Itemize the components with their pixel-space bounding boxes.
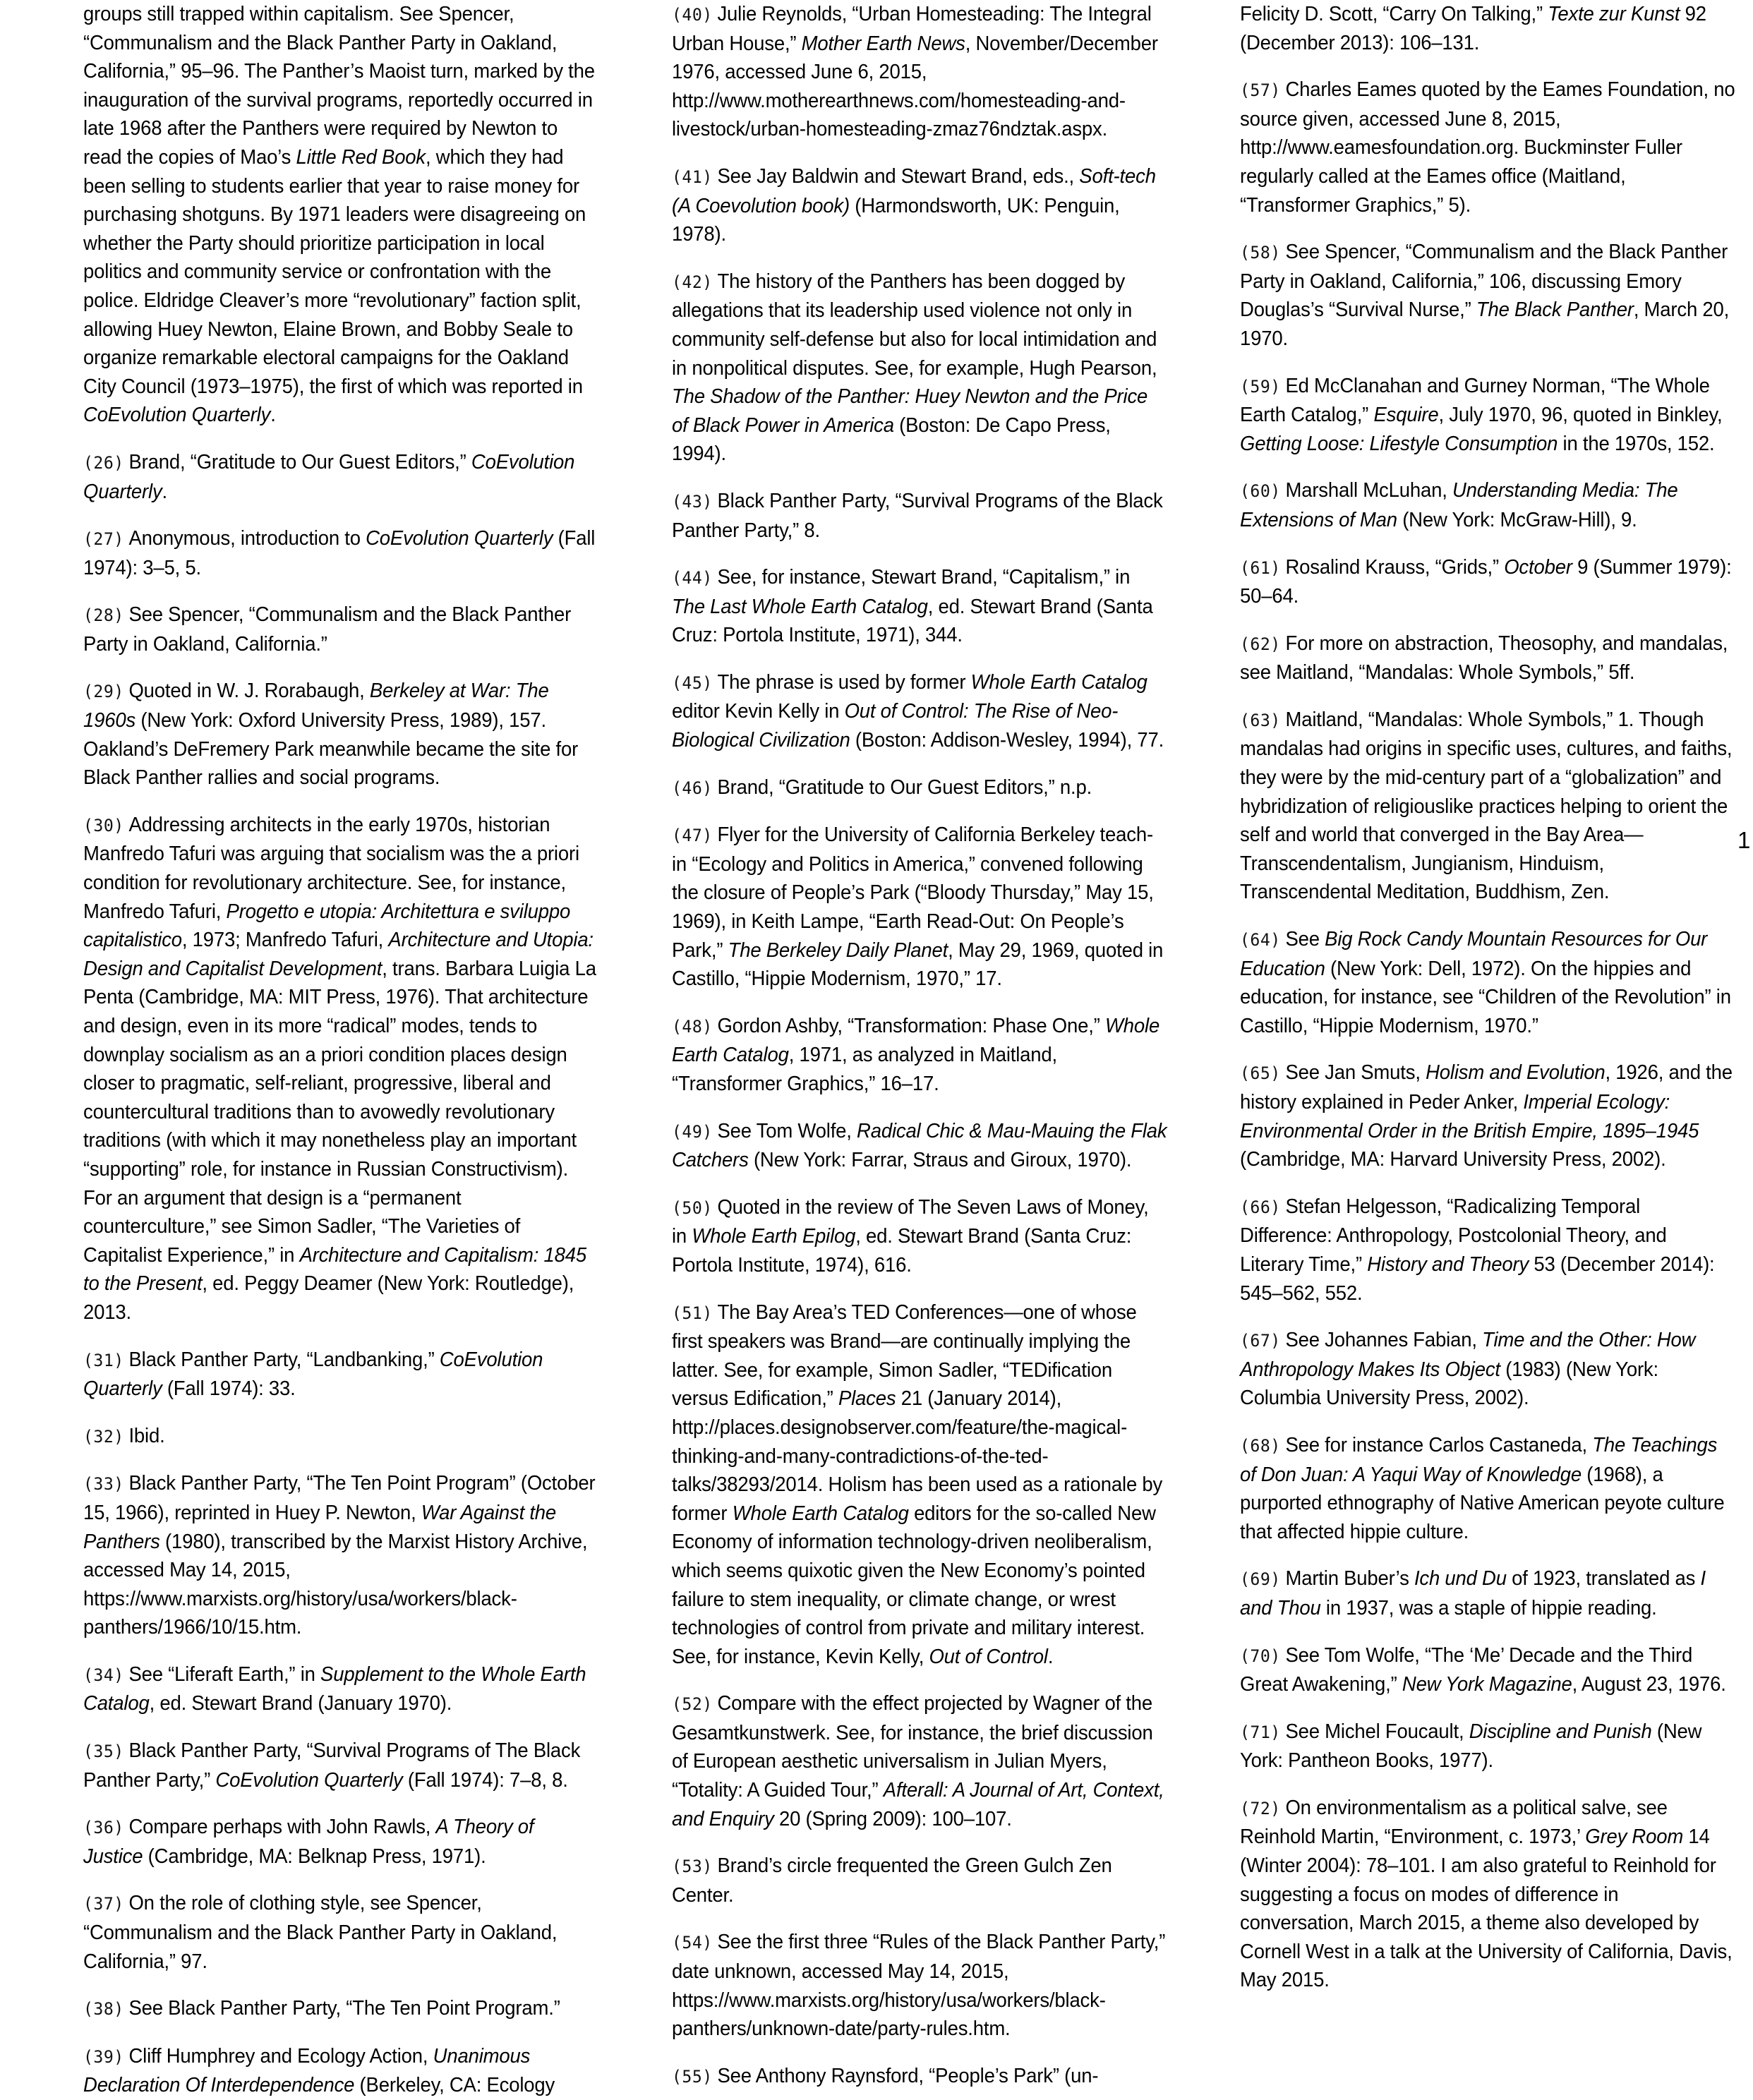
text-run: Stefan Helgesson, “Radicalizing Temporal Difference: Anthropology, Postcolonial Theory, and Literary Time,” (1239, 1195, 1667, 1276)
endnote-text (672, 1196, 1149, 1277)
text-run: Compare perhaps with John Rawls, (128, 1816, 436, 1839)
italic-title: Whole Earth Catalog (732, 1502, 909, 1525)
endnote-33 (83, 1469, 598, 1642)
endnote-number: (52) (671, 1694, 713, 1715)
text-run: in 1937, was a staple of hippie reading. (1320, 1596, 1657, 1619)
page-number: 1 (1737, 828, 1751, 852)
text-run: On environmentalism as a political salve, see Reinhold Martin, “Environment, c. 1973,’ (1239, 1796, 1668, 1849)
text-run: Felicity D. Scott, “Carry On Talking,” (1239, 3, 1548, 25)
endnote-29 (83, 677, 598, 792)
text-run: Cliff Humphrey and Ecology Action, (128, 2044, 433, 2068)
endnote-40 (672, 0, 1167, 144)
italic-title: Mother Earth News (801, 32, 965, 55)
endnote-number: (62) (1239, 634, 1281, 654)
text-run: (Cambridge, MA: Harvard University Press, 2002). (1239, 1148, 1666, 1171)
text-run: , ed. Stewart Brand (January 1970). (149, 1692, 452, 1715)
text-run: “Communalism and the Black Panther Party in Oakland, California,” 95–96. The Panther’s Maoist turn, marked by the inauguration of the survival programs, reportedly occurred in late 1968 after the Panthers were required by Newton to read the copies of Mao’s (83, 31, 595, 169)
endnote-text (83, 1472, 595, 1639)
italic-title: The Black Panther (1476, 298, 1634, 322)
italic-title: The Shadow of the Panther: Huey Newton and the Price of Black Power in America (671, 385, 1147, 437)
text-run: (New York: Oxford University Press, 1989), 157. Oakland’s DeFremery Park meanwhile became the site for Black Panther rallies and social programs. (83, 709, 579, 790)
text-run: , May 29, 1969, quoted in Castillo, “Hippie Modernism, 1970,” 17. (671, 939, 1163, 991)
endnote-text (1240, 241, 1729, 350)
text-run: On the role of clothing style, see Spencer, “Communalism and the Black Panther Party in Oakland, California,” 97. (83, 1892, 558, 1973)
text-run: Black Panther Party, “Survival Programs of The Black Panther Party,” (83, 1739, 581, 1792)
endnote-number: (71) (1239, 1722, 1281, 1742)
endnote-34 (83, 1660, 598, 1718)
endnote-27 (83, 524, 598, 582)
endnote-number: (54) (671, 1933, 713, 1953)
text-run: , ed. Peggy Deamer (New York: Routledge), 2013. (83, 1272, 574, 1324)
text-run: Ed McClanahan and Gurney Norman, “The Whole Earth Catalog,” (1239, 374, 1710, 427)
text-run: See (1285, 928, 1325, 951)
text-run: (New York: Farrar, Straus and Giroux, 1970). (748, 1149, 1132, 1172)
text-run: (Berkeley, CA: Ecology (354, 2074, 555, 2097)
endnote-number: (69) (1239, 1569, 1281, 1590)
text-run: Addressing architects in the early 1970s, historian Manfredo Tafuri was arguing that socialism was the a priori condition for revolutionary architecture. See, for instance, Manfredo Tafuri, (83, 813, 579, 923)
italic-title: Out of Control (929, 1645, 1048, 1668)
italic-title: The Last Whole Earth Catalog (671, 595, 928, 618)
endnote-text (672, 1301, 1162, 1668)
italic-title: The Berkeley Daily Planet (728, 939, 948, 962)
endnote-36 (83, 1813, 598, 1871)
endnote-26 (83, 448, 598, 506)
text-run: Rosalind Krauss, “Grids,” (1285, 555, 1505, 579)
endnote-46 (672, 773, 1167, 803)
text-run: . (162, 480, 168, 503)
endnote-28 (83, 601, 598, 658)
text-run: See for instance Carlos Castaneda, (1285, 1433, 1593, 1456)
italic-title: I and Thou (1239, 1567, 1706, 1619)
text-run: , trans. Barbara Luigia La Penta (Cambridge, MA: MIT Press, 1976). That architecture and design, even in its more “radical” modes, tends to downplay socialism as an a priori condition places design closer to pragmatic, self-reliant, progressive, liberal and countercultural traditions than to avowedly revolutionary traditions (with which it may nonetheless play an important “supporting” role, for instance in Russian Constructivism). For an argument that design is a “permanent counterculture,” see Simon Sadler, “The Varieties of Capitalist Experience,” in (83, 957, 596, 1267)
endnote-number: (49) (671, 1121, 713, 1142)
endnote-text (83, 603, 571, 656)
endnote-number: (48) (671, 1016, 713, 1037)
endnote-text (83, 680, 578, 789)
endnote-30 (83, 811, 598, 1327)
text-run: , ed. Stewart Brand (Santa Cruz: Portola Institute, 1974), 616. (671, 1225, 1131, 1277)
italic-title: Little Red Book (296, 145, 426, 169)
text-run: (New York: Pantheon Books, 1977). (1239, 1720, 1702, 1773)
endnote-text (1240, 479, 1678, 531)
endnote-text (672, 1015, 1159, 1095)
italic-title: New York Magazine (1402, 1673, 1572, 1696)
italic-title: Berkeley at War: The 1960s (83, 680, 549, 732)
endnote-number: (42) (671, 272, 713, 292)
italic-title: Places (838, 1387, 896, 1411)
italic-title: Big Rock Candy Mountain Resources for Our Education (1239, 928, 1708, 980)
endnote-60 (1240, 476, 1735, 534)
text-run: (1980), transcribed by the Marxist History Archive, accessed May 14, 2015, https://www.marxists.org/history/usa/workers/black-panthers/1966/10/15.htm. (83, 1530, 588, 1639)
endnote-text (672, 1854, 1112, 1907)
endnote-number: (36) (83, 1818, 124, 1838)
endnote-text (1240, 1195, 1715, 1305)
text-run: See, for instance, Stewart Brand, “Capitalism,” in (717, 566, 1131, 589)
text-run: Gordon Ashby, “Transformation: Phase One,” (717, 1014, 1105, 1037)
endnote-number: (31) (83, 1350, 124, 1370)
endnote-50 (672, 1193, 1167, 1280)
text-run: Black Panther Party, “Landbanking,” (128, 1348, 440, 1371)
endnote-number: (58) (1239, 243, 1281, 263)
text-run: 9 (Summer 1979): 50–64. (1239, 555, 1732, 608)
endnote-48 (672, 1012, 1167, 1099)
endnote-69 (1240, 1564, 1735, 1622)
endnote-number: (46) (671, 778, 713, 798)
endnote-37 (83, 1889, 598, 1976)
text-run: (1968), a purported ethnography of Native American peyote culture that affected hippie culture. (1239, 1463, 1725, 1543)
italic-title: Whole Earth Catalog (671, 1014, 1159, 1067)
text-run: See Michel Foucault, (1285, 1720, 1469, 1743)
endnote-number: (65) (1239, 1063, 1281, 1084)
endnote-text (1240, 556, 1732, 608)
endnote-number: (38) (83, 1999, 124, 2020)
endnote-41 (672, 162, 1167, 249)
endnote-text (1240, 1567, 1706, 1619)
endnote-31 (83, 1346, 598, 1404)
endnote-number: (40) (671, 5, 713, 25)
endnote-54 (672, 1928, 1167, 2043)
endnote-continuation (1240, 0, 1735, 57)
text-run: , which they had been selling to students earlier that year to raise money for purchasing shotguns. By 1971 leaders were disagreeing on whether the Party should prioritize participation in local politics and community service or confrontation with the police. Eldridge Cleaver’s more “revolutionary” faction split, allowing Huey Newton, Elaine Brown, and Bobby Seale to organize remarkable electoral campaigns for the Oakland City Council (1973–1975), the first of which was reported in (83, 145, 586, 398)
text-run: (Fall 1974): 3–5, 5. (83, 527, 596, 579)
endnote-62 (1240, 629, 1735, 687)
text-run: editor Kevin Kelly in (671, 700, 845, 723)
endnote-text (83, 1348, 543, 1401)
endnote-text (717, 2065, 1098, 2087)
endnote-35 (83, 1737, 598, 1794)
text-run: , August 23, 1976. (1572, 1673, 1726, 1696)
italic-title: Esquire (1373, 404, 1439, 427)
endnote-number: (68) (1239, 1435, 1281, 1456)
endnote-number: (50) (671, 1197, 713, 1218)
text-run: , November/December 1976, accessed June 6, 2015, http://www.motherearthnews.com/homesteading-and-livestock/urban-homesteading-zmaz76ndztak.aspx. (671, 32, 1158, 141)
text-run: , March 20, 1970. (1239, 298, 1729, 350)
text-run: See the first three “Rules of the Black Panther Party,” date unknown, accessed May 14, 2015, https://www.marxists.org/history/usa/workers/black-panthers/unknown-date/party-rules.htm. (671, 1931, 1166, 2041)
endnote-text (83, 1892, 557, 1972)
endnote-number: (33) (83, 1474, 124, 1495)
text-run: See Anthony Raynsford, “People’s Park” (un- (717, 2064, 1099, 2087)
italic-title: Imperial Ecology: Environmental Order in the British Empire, 1895–1945 (1239, 1091, 1699, 1142)
italic-title: Grey Room (1585, 1826, 1683, 1849)
italic-title: CoEvolution Quarterly (366, 527, 553, 550)
text-run: Flyer for the University of California Berkeley teach-in “Ecology and Politics in America,” convened following the closure of People’s Park (“Bloody Thursday,” May 15, 1969), in Keith Lampe, “Earth Read-Out: On People’s Park,” (671, 823, 1154, 962)
endnote-text (1240, 1061, 1733, 1171)
text-run: (New York: McGraw-Hill), 9. (1397, 508, 1637, 531)
endnote-number: (61) (1239, 557, 1281, 578)
endnote-number: (51) (671, 1303, 713, 1323)
text-run: , July 1970, 96, quoted in Binkley, (1438, 404, 1723, 427)
endnote-text (672, 165, 1156, 246)
italic-title: October (1504, 555, 1572, 579)
italic-title: Progetto e utopia: Architettura e sviluppo capitalistico (83, 900, 571, 952)
text-run: Brand, “Gratitude to Our Guest Editors,” (128, 450, 471, 473)
text-run: The phrase is used by former (717, 670, 971, 694)
text-run: Brand’s circle frequented the Green Gulch Zen Center. (671, 1854, 1112, 1907)
endnote-text (83, 3, 595, 426)
text-run: Anonymous, introduction to (128, 527, 366, 550)
endnote-text (1240, 78, 1735, 216)
endnote-number: (44) (671, 568, 713, 589)
endnote-text (1240, 708, 1732, 904)
endnote-67 (1240, 1326, 1735, 1413)
endnote-text (1240, 1797, 1733, 1992)
text-run: 20 (Spring 2009): 100–107. (773, 1807, 1012, 1830)
endnote-32 (83, 1422, 598, 1452)
text-run: The Bay Area’s TED Conferences—one of whose first speakers was Brand—are continually implying the latter. See, for example, Simon Sadler, “TEDification versus Edification,” (671, 1301, 1137, 1411)
italic-title: Time and the Other: How Anthropology Makes Its Object (1239, 1329, 1696, 1381)
endnote-text (1240, 1720, 1701, 1773)
endnote-text (128, 1997, 560, 2020)
text-run: Martin Buber’s (1285, 1567, 1414, 1591)
endnote-number: (30) (83, 815, 124, 835)
text-run: 14 (Winter 2004): 78–101. I am also grateful to Reinhold for suggesting a focus on modes of difference in conversation, March 2015, a theme also developed by Cornell West in a talk at the University of California, Davis, May 2015. (1239, 1826, 1733, 1992)
italic-title: Out of Control: The Rise of Neo-Biological Civilization (671, 700, 1119, 752)
endnote-42 (672, 267, 1167, 469)
endnote-72 (1240, 1794, 1735, 1995)
text-run: Compare with the effect projected by Wagner of the Gesamtkunstwerk. See, for instance, the brief discussion of European aesthetic universalism in Julian Myers, “Totality: A Guided Tour,” (671, 1692, 1153, 1802)
endnote-68 (1240, 1431, 1735, 1546)
endnote-number: (66) (1239, 1197, 1281, 1217)
endnote-number: (35) (83, 1742, 124, 1762)
text-run: (1983) (New York: Columbia University Press, 2002). (1239, 1358, 1658, 1410)
italic-title: Understanding Media: The Extensions of Man (1239, 479, 1678, 531)
endnote-text (672, 566, 1153, 646)
endnote-number: (57) (1239, 80, 1281, 101)
endnote-text (1240, 632, 1728, 684)
text-run: The history of the Panthers has been dogged by allegations that its leadership used violence not only in community self-defense but also for local intimidation and in nonpolitical disputes. See, for example, Hugh Pearson, (671, 270, 1157, 380)
endnote-number: (55) (671, 2066, 713, 2087)
text-run: Black Panther Party, “Survival Programs of the Black Panther Party,” 8. (671, 489, 1163, 542)
italic-title: CoEvolution Quarterly (83, 450, 575, 503)
endnote-64 (1240, 925, 1735, 1040)
endnote-number: (53) (671, 1857, 713, 1877)
text-run: . (270, 404, 276, 427)
endnote-59 (1240, 372, 1735, 459)
text-run: Maitland, “Mandalas: Whole Symbols,” 1. Though mandalas had origins in specific uses, cultures, and faiths, they were by the mid-century part of a “globalization” and hybridization of religiouslike practices helping to orient the self and world that converged in the Bay Area—Transcendentalism, Jungianism, Hinduism, Transcendental Meditation, Buddhism, Zen. (1239, 708, 1733, 904)
endnote-text (672, 270, 1157, 466)
italic-title: Getting Loose: Lifestyle Consumption (1239, 432, 1558, 455)
text-run: in the 1970s, 152. (1558, 432, 1715, 455)
text-run: , ed. Stewart Brand (Santa Cruz: Portola Institute, 1971), 344. (671, 595, 1153, 647)
endnote-57 (1240, 76, 1735, 219)
text-run: See Spencer, “Communalism and the Black Panther Party in Oakland, California,” 106, discussing Emory Douglas’s “Survival Nurse,” (1239, 241, 1728, 322)
text-run: groups still trapped within capitalism. See Spencer, (83, 3, 514, 25)
italic-title: CoEvolution Quarterly (83, 404, 271, 427)
endnote-text (83, 1663, 586, 1715)
endnote-number: (26) (83, 452, 124, 473)
endnote-number: (28) (83, 605, 124, 626)
text-run: See Spencer, “Communalism and the Black Panther Party in Oakland, California.” (83, 603, 572, 656)
endnote-text (1240, 1329, 1695, 1409)
italic-title: Supplement to the Whole Earth Catalog (83, 1662, 586, 1715)
endnote-text (672, 1120, 1167, 1172)
text-run: See Johannes Fabian, (1285, 1329, 1482, 1352)
text-run: Black Panther Party, “The Ten Point Program” (October 15, 1966), reprinted in Huey P. Newton, (83, 1472, 596, 1524)
endnote-55 (672, 2062, 1167, 2092)
endnote-text (1240, 1434, 1724, 1543)
text-run: 53 (December 2014): 545–562, 552. (1239, 1253, 1715, 1305)
endnote-number: (34) (83, 1665, 124, 1685)
notes-column-2 (672, 0, 1185, 2091)
text-run: (New York: Dell, 1972). On the hippies and education, for instance, see “Children of the Revolution” in Castillo, “Hippie Modernism, 1970.” (1239, 957, 1731, 1037)
endnote-text (83, 1816, 534, 1868)
endnote-58 (1240, 238, 1735, 353)
endnote-text (1240, 3, 1706, 54)
endnote-text (83, 1739, 580, 1792)
endnote-number: (67) (1239, 1331, 1281, 1351)
endnote-45 (672, 668, 1167, 755)
endnote-number: (70) (1239, 1646, 1281, 1666)
endnote-text (1240, 928, 1731, 1037)
text-run: Charles Eames quoted by the Eames Foundation, no source given, accessed June 8, 2015, http://www.eamesfoundation.org. Buckminster Fuller regularly called at the Eames office (Maitland, “Transformer Graphics,” 5). (1239, 78, 1735, 217)
endnote-number: (43) (671, 491, 713, 512)
endnote-65 (1240, 1058, 1735, 1173)
endnote-text (83, 2045, 555, 2097)
text-run: 92 (December 2013): 106–131. (1239, 3, 1706, 54)
text-run: (Fall 1974): 33. (162, 1377, 296, 1401)
italic-title: Soft-tech (A Coevolution book) (671, 164, 1156, 217)
text-run: (Boston: De Capo Press, 1994). (671, 414, 1111, 466)
text-run: (Harmondsworth, UK: Penguin, 1978). (671, 194, 1120, 246)
endnote-text (1240, 375, 1722, 455)
text-run: See “Liferaft Earth,” in (128, 1662, 321, 1686)
endnote-71 (1240, 1718, 1735, 1775)
text-run: For more on abstraction, Theosophy, and mandalas, see Maitland, “Mandalas: Whole Symbols,” 5ff. (1239, 632, 1728, 684)
italic-title: The Teachings of Don Juan: A Yaqui Way of Knowledge (1239, 1433, 1718, 1486)
endnote-70 (1240, 1641, 1735, 1699)
endnote-number: (32) (83, 1426, 124, 1447)
text-run: (Boston: Addison-Wesley, 1994), 77. (850, 729, 1164, 752)
endnote-51 (672, 1298, 1167, 1672)
text-run: 21 (January 2014), http://places.designobserver.com/feature/the-magical-thinking-and-many-contradictions-of-the-ted-talks/38293/2014. Holism has been used as a rationale by former (671, 1387, 1162, 1525)
endnote-39 (83, 2042, 598, 2100)
endnote-continuation (83, 0, 598, 430)
endnote-number: (29) (83, 682, 124, 702)
text-run: Quoted in W. J. Rorabaugh, (128, 680, 370, 703)
text-run: , 1973; Manfredo Tafuri, (181, 929, 389, 952)
endnote-text (83, 527, 595, 579)
endnote-63 (1240, 706, 1735, 907)
italic-title: CoEvolution Quarterly (83, 1348, 543, 1401)
text-run: of 1923, translated as (1506, 1567, 1701, 1591)
endnote-text (672, 823, 1163, 990)
endnote-43 (672, 487, 1167, 545)
endnote-number: (63) (1239, 710, 1281, 730)
italic-title: Ich und Du (1414, 1567, 1507, 1591)
text-run: Marshall McLuhan, (1285, 479, 1452, 502)
endnote-44 (672, 563, 1167, 650)
italic-title: Radical Chic & Mau-Mauing the Flak Catchers (671, 1119, 1167, 1172)
endnote-number: (60) (1239, 481, 1281, 502)
endnote-52 (672, 1689, 1167, 1833)
text-run: See Jan Smuts, (1285, 1061, 1426, 1085)
italic-title: Texte zur Kunst (1548, 3, 1680, 25)
endnote-text (128, 1425, 164, 1447)
text-run: Ibid. (128, 1424, 165, 1447)
endnote-text (672, 671, 1164, 752)
endnote-text (672, 1692, 1164, 1830)
endnote-number: (27) (83, 529, 124, 550)
italic-title: History and Theory (1367, 1253, 1529, 1276)
endnote-number: (39) (83, 2046, 124, 2067)
endnote-38 (83, 1994, 598, 2024)
text-run: Julie Reynolds, “Urban Homesteading: The Integral Urban House,” (671, 3, 1152, 55)
endnote-number: (41) (671, 167, 713, 187)
endnote-61 (1240, 553, 1735, 611)
endnote-49 (672, 1117, 1167, 1175)
text-run: , 1926, and the history explained in Peder Anker, (1239, 1061, 1733, 1114)
endnote-number: (47) (671, 826, 713, 846)
italic-title: Architecture and Capitalism: 1845 to the Present (83, 1243, 587, 1296)
text-run: Brand, “Gratitude to Our Guest Editors,” n.p. (717, 776, 1092, 799)
endnote-text (672, 1931, 1165, 2040)
endnote-number: (45) (671, 672, 713, 693)
endnote-number: (37) (83, 1894, 124, 1914)
endnote-47 (672, 821, 1167, 994)
text-run: See Tom Wolfe, (717, 1119, 857, 1142)
text-run: See Black Panther Party, “The Ten Point Program.” (128, 1997, 560, 2020)
endnote-text (83, 451, 574, 503)
endnote-number: (72) (1239, 1798, 1281, 1818)
notes-column-1 (83, 0, 617, 2100)
endnote-number: (59) (1239, 376, 1281, 397)
endnote-text (1240, 1644, 1726, 1696)
italic-title: Whole Earth Catalog (970, 670, 1147, 694)
italic-title: Architecture and Utopia: Design and Capitalist Development (83, 929, 594, 980)
text-run: . (1047, 1645, 1054, 1668)
italic-title: Discipline and Punish (1469, 1720, 1652, 1743)
italic-title: War Against the Panthers (83, 1501, 557, 1553)
text-run: (Fall 1974): 7–8, 8. (402, 1768, 568, 1792)
endnote-text (672, 490, 1163, 542)
endnote-text (672, 3, 1158, 140)
endnote-text (717, 776, 1092, 799)
italic-title: Whole Earth Epilog (692, 1225, 856, 1248)
notes-column-3 (1240, 0, 1753, 1995)
italic-title: Afterall: A Journal of Art, Context, and Enquiry (671, 1779, 1164, 1830)
italic-title: CoEvolution Quarterly (215, 1768, 403, 1792)
italic-title: A Theory of Justice (83, 1816, 534, 1868)
italic-title: Holism and Evolution (1425, 1061, 1606, 1085)
endnote-number: (64) (1239, 930, 1281, 951)
text-run: See Jay Baldwin and Stewart Brand, eds., (717, 164, 1080, 188)
italic-title: Unanimous Declaration Of Interdependence (83, 2044, 531, 2097)
text-run: (Cambridge, MA: Belknap Press, 1971). (143, 1845, 486, 1868)
endnote-text (83, 814, 596, 1324)
text-run: editors for the so-called New Economy of information technology-driven neoliberalism, which seems quixotic given the New Economy’s pointed failure to stem inequality, or climate change, or wrest technologies of control from private and military interest. See, for instance, Kevin Kelly, (671, 1502, 1156, 1668)
text-run: See Tom Wolfe, “The ‘Me’ Decade and the Third Great Awakening,” (1239, 1643, 1692, 1696)
text-run: , 1971, as analyzed in Maitland, “Transformer Graphics,” 16–17. (671, 1044, 1057, 1095)
text-run: Quoted in the review of The Seven Laws of Money, in (671, 1195, 1149, 1248)
endnote-53 (672, 1852, 1167, 1909)
endnote-66 (1240, 1193, 1735, 1308)
